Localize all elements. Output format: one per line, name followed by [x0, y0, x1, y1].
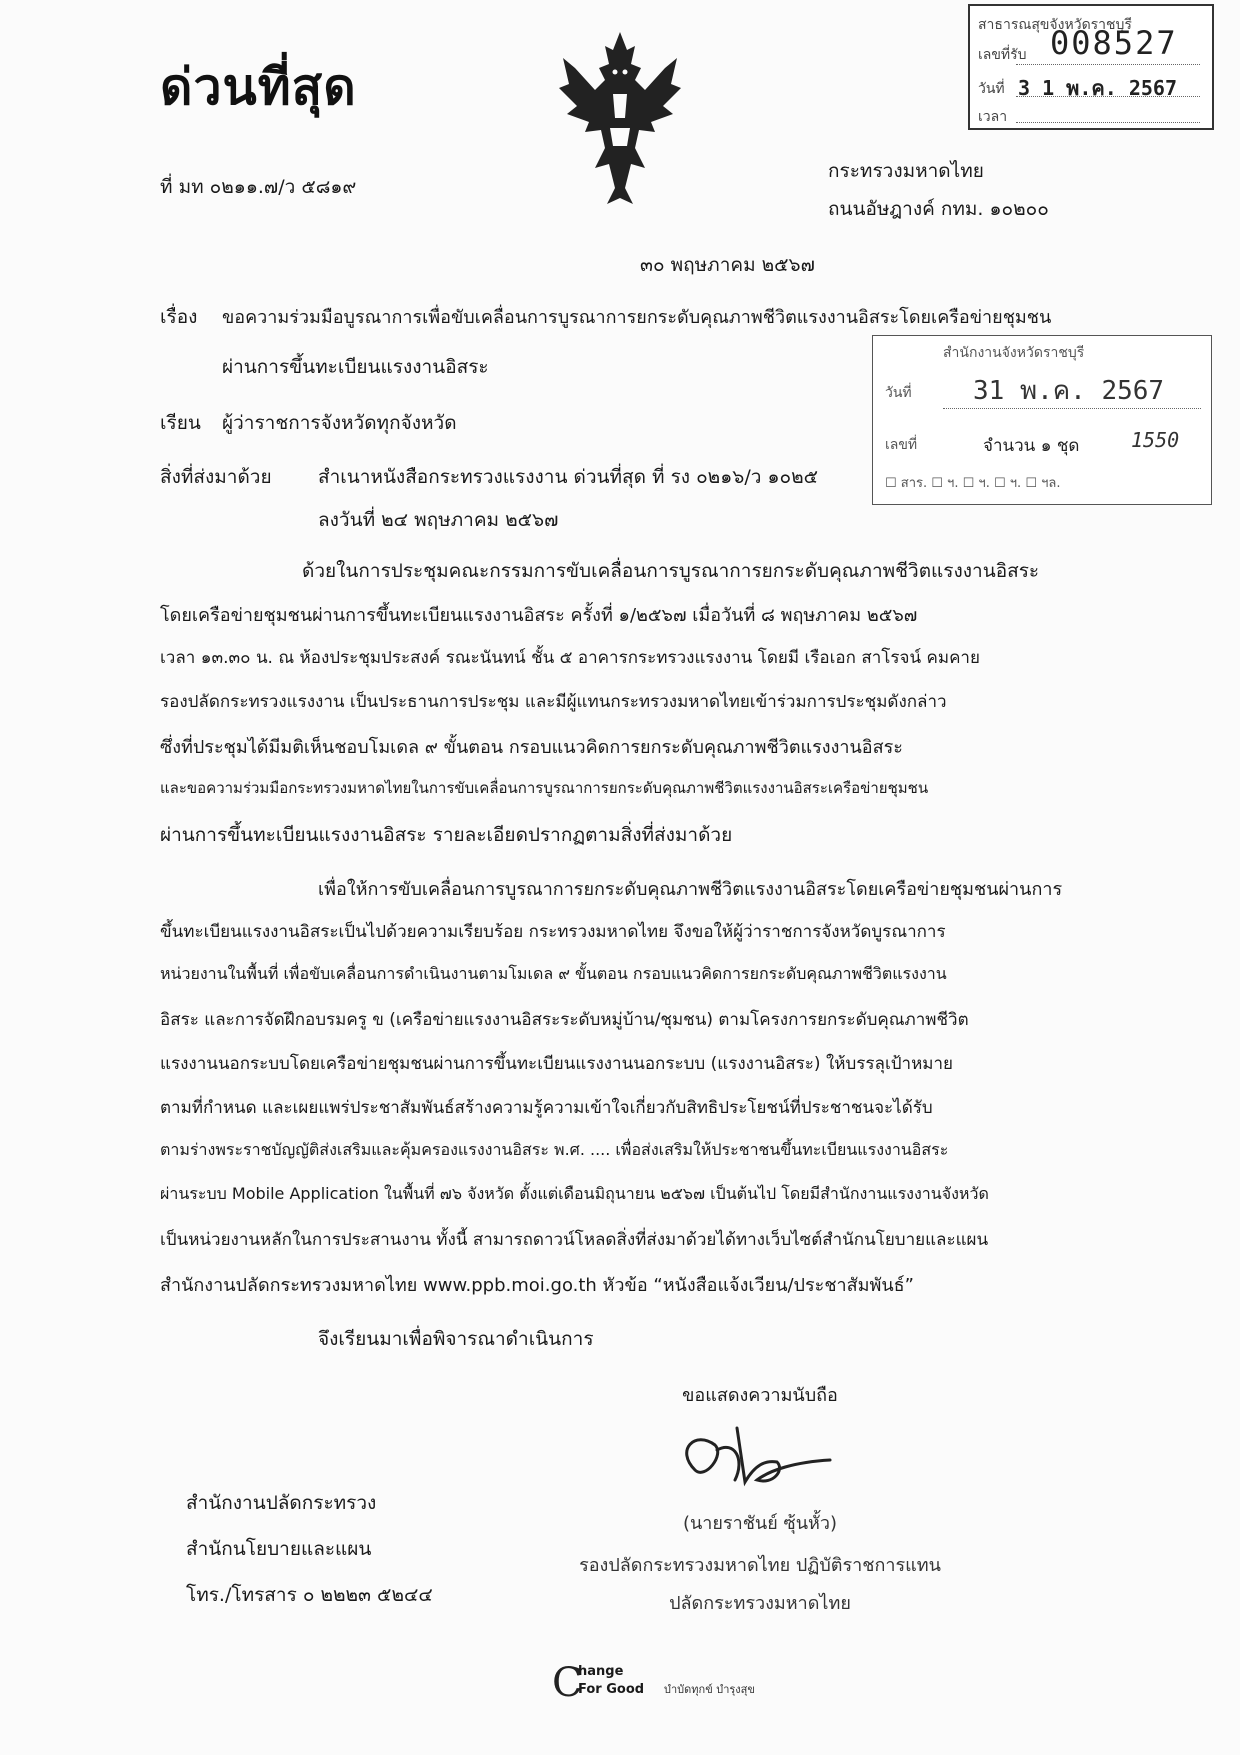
received-time-label: เวลา — [978, 109, 1008, 125]
received-date-value: 3 1 พ.ค. 2567 — [1018, 76, 1178, 100]
office-stamp-org: สำนักงานจังหวัดราชบุรี — [943, 345, 1085, 361]
regards-text: ขอแสดงความนับถือ — [682, 1385, 838, 1406]
paragraph-2-line: เพื่อให้การขับเคลื่อนการบูรณาการยกระดับคุณภาพชีวิตแรงงานอิสระโดยเครือข่ายชุมชนผ่านการ — [318, 879, 1063, 900]
paragraph-2-line: อิสระ และการจัดฝึกอบรมครู ข (เครือข่ายแรงงานอิสระระดับหมู่บ้าน/ชุมชน) ตามโครงการยกระดับคุณภาพชีวิต — [160, 1010, 969, 1030]
attachment-label: สิ่งที่ส่งมาด้วย — [160, 466, 272, 488]
urgency-title: ด่วนที่สุด — [160, 57, 357, 116]
footer-division: สำนักนโยบายและแผน — [186, 1538, 372, 1560]
logo-line-2: For Good — [578, 1682, 645, 1697]
attachment-line-1: สำเนาหนังสือกระทรวงแรงงาน ด่วนที่สุด ที่ รง ๐๒๑๖/ว ๑๐๒๕ — [318, 466, 819, 488]
closing-line: จึงเรียนมาเพื่อพิจารณาดำเนินการ — [318, 1328, 594, 1350]
signature-image — [665, 1410, 835, 1500]
paragraph-1-line: ด้วยในการประชุมคณะกรรมการขับเคลื่อนการบูรณาการยกระดับคุณภาพชีวิตแรงงานอิสระ — [302, 560, 1040, 582]
paragraph-2-line: เป็นหน่วยงานหลักในการประสานงาน ทั้งนี้ สามารถดาวน์โหลดสิ่งที่ส่งมาด้วยได้ทางเว็บไซต์สำนักนโยบายและแผน — [160, 1230, 989, 1250]
signatory-name: (นายราชันย์ ซุ้นหั้ว) — [682, 1513, 838, 1534]
office-number-label: เลขที่ — [885, 437, 918, 453]
footer-office: สำนักงานปลัดกระทรวง — [186, 1492, 377, 1514]
change-for-good-logo — [552, 1660, 802, 1710]
paragraph-2-line: ผ่านระบบ Mobile Application ในพื้นที่ ๗๖ จังหวัด ตั้งแต่เดือนมิถุนายน ๒๕๖๗ เป็นต้นไป โดยมีสำนักงานแรงงานจังหวัด — [160, 1184, 989, 1203]
logo-caption: บำบัดทุกข์ บำรุงสุข — [664, 1683, 755, 1696]
garuda-emblem — [555, 28, 685, 218]
document-number: ที่ มท ๐๒๑๑.๗/ว ๕๘๑๙ — [160, 176, 357, 198]
paragraph-2-line: ขึ้นทะเบียนแรงงานอิสระเป็นไปด้วยความเรียบร้อย กระทรวงมหาดไทย จึงขอให้ผู้ว่าราชการจังหวัดบูรณาการ — [160, 922, 946, 942]
received-stamp-org: สาธารณสุขจังหวัดราชบุรี — [978, 17, 1132, 33]
logo-line-1: hange — [578, 1664, 624, 1679]
logo-initial: C — [552, 1660, 583, 1706]
received-date-label: วันที่ — [978, 81, 1005, 97]
paragraph-1-line: โดยเครือข่ายชุมชนผ่านการขึ้นทะเบียนแรงงานอิสระ ครั้งที่ ๑/๒๕๖๗ เมื่อวันที่ ๘ พฤษภาคม ๒๕๖๗ — [160, 605, 918, 626]
office-date-value: 31 พ.ค. 2567 — [973, 376, 1165, 406]
document-date: ๓๐ พฤษภาคม ๒๕๖๗ — [640, 254, 815, 276]
paragraph-2-line: หน่วยงานในพื้นที่ เพื่อขับเคลื่อนการดำเนินงานตามโมเดล ๙ ขั้นตอน กรอบแนวคิดการยกระดับคุณภาพชีวิตแรงงาน — [160, 964, 947, 983]
received-number-label: เลขที่รับ — [978, 47, 1027, 63]
signatory-position-1: รองปลัดกระทรวงมหาดไทย ปฏิบัติราชการแทน — [579, 1555, 941, 1576]
ministry-name: กระทรวงมหาดไทย — [828, 160, 984, 182]
ministry-address-block — [828, 152, 1049, 228]
ministry-address: ถนนอัษฎางค์ กทม. ๑๐๒๐๐ — [828, 198, 1049, 220]
office-date-label: วันที่ — [885, 385, 912, 401]
paragraph-1-line: ผ่านการขึ้นทะเบียนแรงงานอิสระ รายละเอียดปรากฏตามสิ่งที่ส่งมาด้วย — [160, 824, 733, 846]
office-number-value: 1550 — [1131, 428, 1180, 452]
footer-phone: โทร./โทรสาร ๐ ๒๒๒๓ ๕๒๔๔ — [186, 1584, 433, 1606]
subject-line-2: ผ่านการขึ้นทะเบียนแรงงานอิสระ — [222, 356, 489, 378]
paragraph-2-line: สำนักงานปลัดกระทรวงมหาดไทย www.ppb.moi.go.th หัวข้อ “หนังสือแจ้งเวียน/ประชาสัมพันธ์” — [160, 1275, 914, 1296]
paragraph-2-line: แรงงานนอกระบบโดยเครือข่ายชุมชนผ่านการขึ้นทะเบียนแรงงานนอกระบบ (แรงงานอิสระ) ให้บรรลุเป้าหมาย — [160, 1054, 954, 1074]
office-count-label: จำนวน ๑ ชุด — [983, 436, 1080, 456]
office-checkboxes: ☐ สาร. ☐ ฯ. ☐ ฯ. ☐ ฯ. ☐ ฯล. — [885, 476, 1061, 491]
paragraph-2-line: ตามที่กำหนด และเผยแพร่ประชาสัมพันธ์สร้างความรู้ความเข้าใจเกี่ยวกับสิทธิประโยชน์ที่ประชาชนจะได้รับ — [160, 1098, 933, 1118]
office-stamp — [872, 335, 1212, 505]
paragraph-1-line: รองปลัดกระทรวงแรงงาน เป็นประธานการประชุม และมีผู้แทนกระทรวงมหาดไทยเข้าร่วมการประชุมดังกล่าว — [160, 692, 947, 712]
signatory-position-2: ปลัดกระทรวงมหาดไทย — [669, 1593, 851, 1614]
paragraph-1-line: เวลา ๑๓.๓๐ น. ณ ห้องประชุมประสงค์ รณะนันทน์ ชั้น ๕ อาคารกระทรวงแรงงาน โดยมี เรือเอก สาโรจน์ คมคาย — [160, 648, 980, 668]
subject-label: เรื่อง — [160, 306, 198, 328]
to-value: ผู้ว่าราชการจังหวัดทุกจังหวัด — [222, 412, 457, 434]
subject-line-1: ขอความร่วมมือบูรณาการเพื่อขับเคลื่อนการบูรณาการยกระดับคุณภาพชีวิตแรงงานอิสระโดยเครือข่ายชุมชน — [222, 307, 1052, 328]
paragraph-1-line: ซึ่งที่ประชุมได้มีมติเห็นชอบโมเดล ๙ ขั้นตอน กรอบแนวคิดการยกระดับคุณภาพชีวิตแรงงานอิสระ — [160, 737, 903, 758]
paragraph-1-line: และขอความร่วมมือกระทรวงมหาดไทยในการขับเคลื่อนการบูรณาการยกระดับคุณภาพชีวิตแรงงานอิสระเครือข่ายชุมชน — [160, 779, 929, 797]
received-stamp — [968, 4, 1214, 130]
attachment-line-2: ลงวันที่ ๒๔ พฤษภาคม ๒๕๖๗ — [318, 509, 559, 531]
received-number-value: 008527 — [1050, 24, 1178, 62]
paragraph-2-line: ตามร่างพระราชบัญญัติส่งเสริมและคุ้มครองแรงงานอิสระ พ.ศ. .... เพื่อส่งเสริมให้ประชาชนขึ้นทะเบียนแรงงานอิสระ — [160, 1140, 949, 1159]
to-label: เรียน — [160, 412, 201, 434]
